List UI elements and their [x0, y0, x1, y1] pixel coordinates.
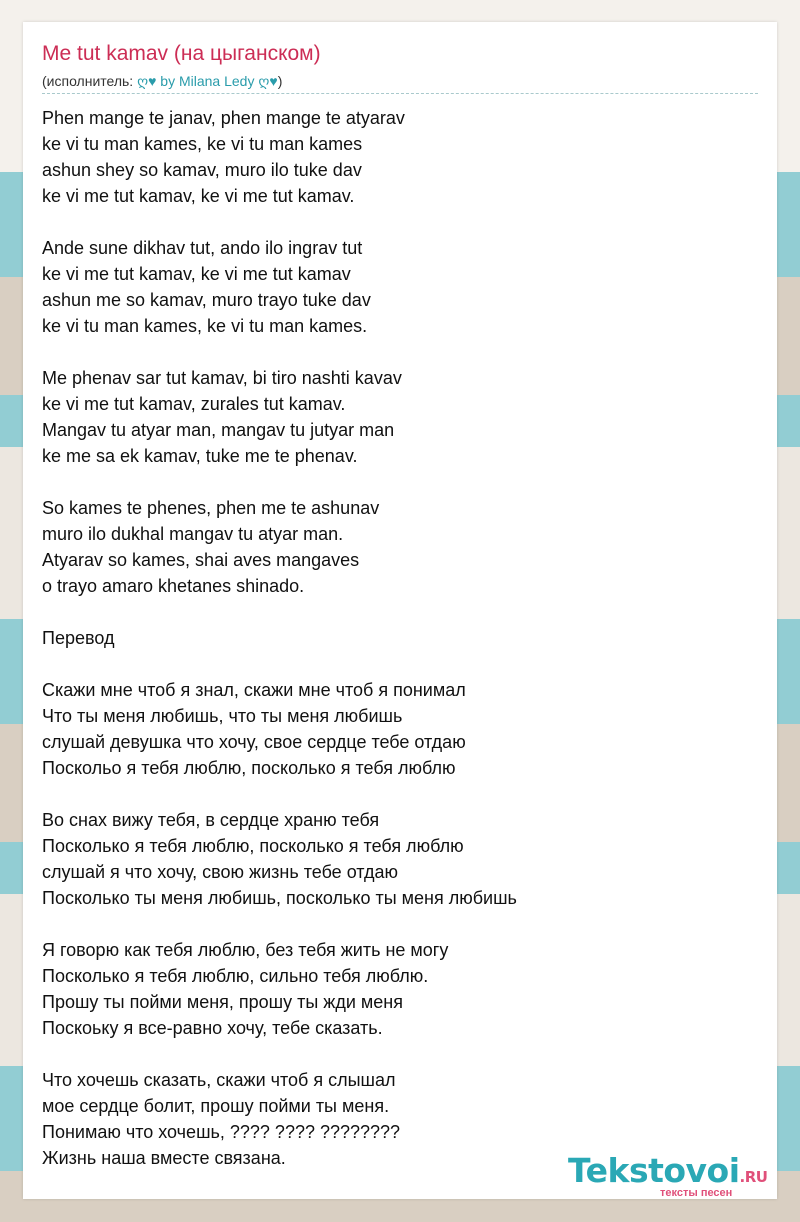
lyric-blank-line: [42, 911, 762, 937]
lyric-blank-line: [42, 1041, 762, 1067]
lyric-line: Поскольо я тебя люблю, посколько я тебя люблю: [42, 758, 456, 778]
lyrics-card: [23, 22, 777, 1199]
lyric-line: Atyarav so kames, shai aves mangaves: [42, 550, 360, 570]
logo-tagline: тексты песен: [660, 1187, 733, 1199]
lyric-line: Что хочешь сказать, скажи чтоб я слышал: [42, 1070, 396, 1090]
lyric-line: Во снах вижу тебя, в сердце храню тебя: [42, 810, 380, 830]
lyric-line: Понимаю что хочешь, ???? ???? ????????: [42, 1122, 401, 1142]
lyric-line: Me phenav sar tut kamav, bi tiro nashti kavav: [42, 368, 402, 388]
lyric-line: Ande sune dikhav tut, ando ilo ingrav tut: [42, 238, 363, 258]
lyric-blank-line: [42, 781, 762, 807]
lyric-blank-line: [42, 599, 762, 625]
lyric-line: Перевод: [42, 628, 115, 648]
lyric-line: Скажи мне чтоб я знал, скажи мне чтоб я понимал: [42, 680, 466, 700]
lyric-line: слушай я что хочу, свою жизнь тебе отдаю: [42, 862, 398, 882]
lyric-line: Жизнь наша вместе связана.: [42, 1148, 286, 1168]
lyric-line: Phen mange te janav, phen mange te atyarav: [42, 108, 405, 128]
lyric-line: Mangav tu atyar man, mangav tu jutyar man: [42, 420, 395, 440]
lyric-blank-line: [42, 209, 762, 235]
artist-prefix: (исполнитель:: [42, 73, 138, 89]
song-title: Me tut kamav (на цыганском): [42, 42, 321, 65]
lyric-line: Что ты меня любишь, что ты меня любишь: [42, 706, 403, 726]
lyric-line: ke vi me tut kamav, ke vi me tut kamav: [42, 264, 351, 284]
lyric-line: ke vi me tut kamav, ke vi me tut kamav.: [42, 186, 355, 206]
lyric-line: So kames te phenes, phen me te ashunav: [42, 498, 380, 518]
lyric-line: Посколько я тебя люблю, сильно тебя люблю.: [42, 966, 429, 986]
lyric-line: Посколько ты меня любишь, посколько ты меня любишь: [42, 888, 517, 908]
artist-link[interactable]: ღ♥ by Milana Ledy ღ♥: [137, 73, 278, 89]
lyric-line: Поскоьку я все-равно хочу, тебе сказать.: [42, 1018, 383, 1038]
lyrics-text: [42, 105, 762, 1171]
lyric-line: Прошу ты пойми меня, прошу ты жди меня: [42, 992, 403, 1012]
lyric-line: ashun me so kamav, muro trayo tuke dav: [42, 290, 371, 310]
lyric-blank-line: [42, 651, 762, 677]
lyric-line: muro ilo dukhal mangav tu atyar man.: [42, 524, 344, 544]
site-logo[interactable]: [568, 1153, 778, 1203]
lyric-line: мое сердце болит, прошу пойми ты меня.: [42, 1096, 390, 1116]
logo-name: Tekstovoi: [568, 1151, 740, 1190]
lyric-line: ke me sa ek kamav, tuke me te phenav.: [42, 446, 358, 466]
lyric-line: o trayo amaro khetanes shinado.: [42, 576, 305, 596]
lyric-line: ashun shey so kamav, muro ilo tuke dav: [42, 160, 362, 180]
lyric-line: ke vi me tut kamav, zurales tut kamav.: [42, 394, 346, 414]
lyric-blank-line: [42, 469, 762, 495]
artist-suffix: ): [277, 73, 283, 89]
song-artist-line: [42, 73, 282, 90]
lyric-line: Я говорю как тебя люблю, без тебя жить не могу: [42, 940, 449, 960]
title-divider: [42, 93, 758, 94]
lyric-line: Посколько я тебя люблю, посколько я тебя люблю: [42, 836, 464, 856]
lyric-line: слушай девушка что хочу, свое сердце тебе отдаю: [42, 732, 466, 752]
logo-tld: .RU: [739, 1168, 768, 1186]
lyric-line: ke vi tu man kames, ke vi tu man kames.: [42, 316, 368, 336]
lyric-blank-line: [42, 339, 762, 365]
lyric-line: ke vi tu man kames, ke vi tu man kames: [42, 134, 363, 154]
